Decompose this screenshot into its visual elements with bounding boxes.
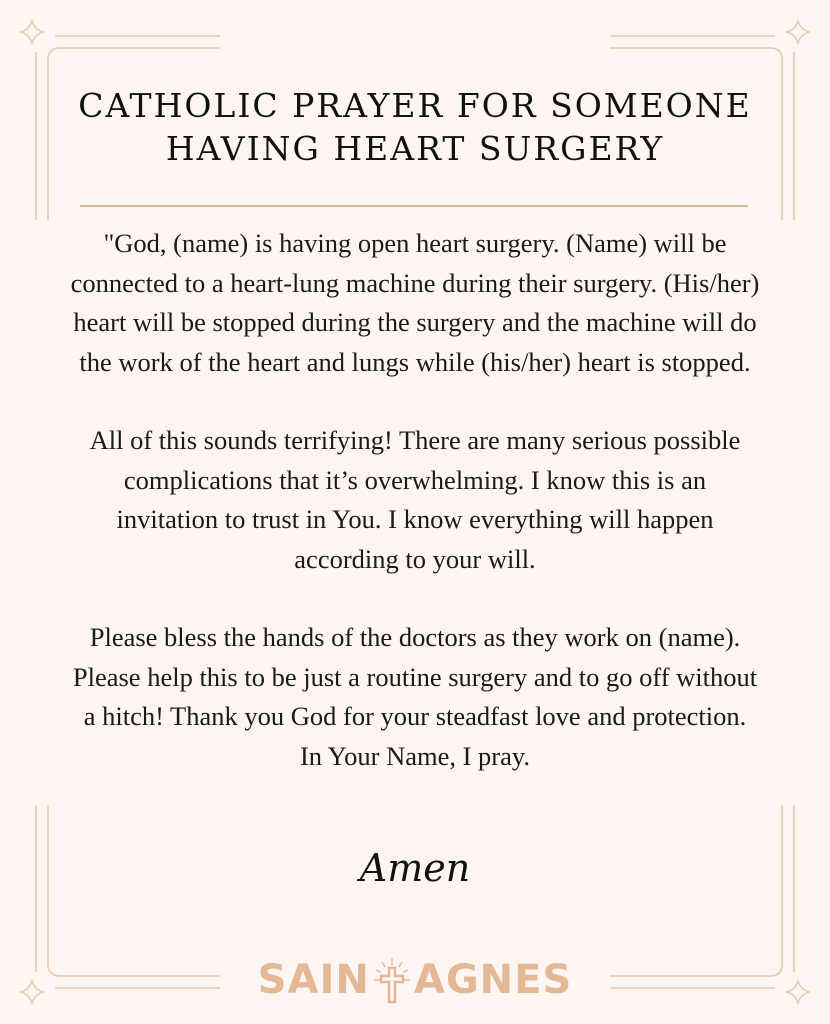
saint-agnes-logo bbox=[0, 952, 830, 1008]
prayer-text bbox=[70, 224, 760, 815]
logo-text-left: SAIN bbox=[257, 957, 370, 1003]
closing-amen: Amen bbox=[359, 846, 471, 890]
logo-text-right: AGNES bbox=[413, 957, 573, 1003]
title-line-2: HAVING HEART SURGERY bbox=[165, 129, 665, 168]
prayer-paragraph-2: All of this sounds terrifying! There are many serious possible complications that it’s overwhelming. I know this is an invitation to trust in You. I know everything will happen according to your will. bbox=[89, 425, 741, 574]
title-line-1: CATHOLIC PRAYER FOR SOMEONE bbox=[78, 86, 752, 125]
prayer-paragraph-1: "God, (name) is having open heart surgery. (Name) will be connected to a heart-lung machine during their surgery. (His/her) heart will be stopped during the surgery and the machine will do the work of the heart and lungs while (his/her) heart is stopped. bbox=[70, 228, 760, 377]
page-title bbox=[40, 84, 790, 170]
cross-icon bbox=[372, 956, 412, 1004]
prayer-paragraph-3: Please bless the hands of the doctors as they work on (name). Please help this to be just a routine surgery and to go off without a hitch! Thank you God for your steadfast love and protection. In Your Name, I pray. bbox=[72, 622, 758, 771]
title-divider bbox=[80, 205, 748, 207]
